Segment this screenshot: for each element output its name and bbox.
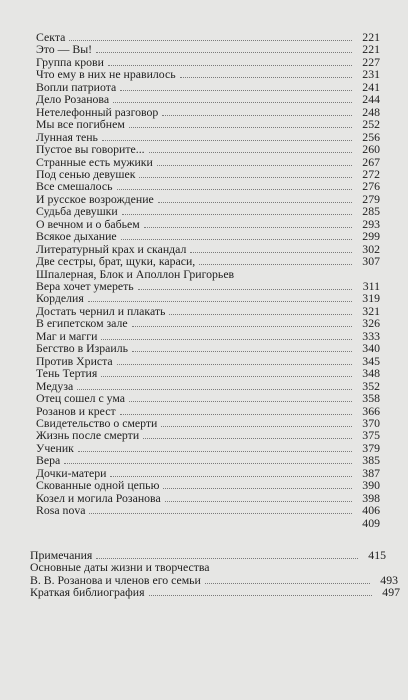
toc-entry-page: 370 (362, 415, 380, 430)
toc-entry-page: 390 (362, 478, 380, 493)
toc-entry-title: Что ему в них не нравилось (36, 67, 176, 82)
toc-entry-page: 321 (362, 303, 380, 318)
toc-entry-title: Медуза (36, 378, 74, 393)
dot-leader (158, 202, 352, 203)
toc-entry-page: 221 (362, 42, 380, 57)
toc-entry-page: 333 (362, 328, 380, 343)
toc-entry-title: Козел и могила Розанова (36, 490, 161, 505)
toc-entry-title: Ученик (36, 440, 74, 455)
dot-leader (144, 227, 352, 228)
toc-entry-title: Вера (36, 453, 61, 468)
toc-entry-page: 260 (362, 142, 380, 157)
dot-leader (163, 488, 352, 489)
toc-entry-page: 387 (362, 465, 380, 480)
toc-entry-page: 276 (362, 179, 380, 194)
dot-leader (113, 102, 352, 103)
dot-leader (89, 513, 352, 514)
toc-entry-title: Вера хочет умереть (36, 279, 134, 293)
toc-entry-page: 272 (362, 166, 380, 181)
toc-entry-title: Примечания (30, 548, 93, 562)
dot-leader (169, 314, 352, 315)
toc-entry-page: 302 (362, 241, 380, 256)
dot-leader (117, 364, 352, 365)
toc-entry-title: Достать чернил и плакать (36, 303, 166, 318)
dot-leader (149, 595, 372, 596)
dot-leader (205, 583, 370, 584)
toc-entry-page: 221 (362, 30, 380, 44)
dot-leader (157, 165, 352, 166)
toc-entry-page: 231 (362, 67, 380, 82)
toc-entry-title: Жизнь после смерти (36, 428, 140, 443)
dot-leader (161, 426, 352, 427)
toc-entry-title: Дочки-матери (36, 465, 107, 480)
toc-entry-title: Корделия (36, 291, 84, 306)
toc-entry-title: Розанов и крест (36, 403, 116, 418)
toc-entry-page: 340 (362, 341, 380, 356)
toc-entry-title: Пустое вы говорите... (36, 142, 145, 157)
toc-entry-page: 348 (362, 366, 380, 381)
toc-entry (36, 516, 380, 530)
toc-entry-page: 345 (362, 353, 380, 368)
toc-entry-title: Нетелефонный разговор (36, 104, 159, 119)
dot-leader (110, 476, 352, 477)
toc-entry-title: Под сенью девушек (36, 166, 136, 181)
toc-entry-page: 319 (362, 291, 380, 306)
toc-entry-page: 307 (362, 254, 380, 269)
dot-leader (199, 264, 352, 265)
dot-leader (88, 301, 352, 302)
toc-entry-page: 285 (362, 204, 380, 219)
toc-entry-page: 379 (362, 440, 380, 455)
dot-leader (69, 40, 352, 41)
toc-entry-page: 326 (362, 316, 380, 331)
toc-entry-page: 241 (362, 79, 380, 94)
toc-entry-page: 358 (362, 391, 380, 406)
dot-leader (77, 389, 352, 390)
toc-entry-title: Группа крови (36, 54, 104, 69)
toc-entry-title: Дело Розанова (36, 92, 110, 107)
toc-entry-title: Всякое дыхание (36, 229, 117, 244)
dot-leader (132, 351, 352, 352)
toc-entry-page: 279 (362, 191, 380, 206)
dot-leader (117, 189, 352, 190)
toc-entry-title: И русское возрождение (36, 191, 154, 206)
dot-leader (102, 140, 352, 141)
dot-leader (129, 127, 352, 128)
toc-entry-title: В египетском зале (36, 316, 128, 331)
toc-entry-title: В. В. Розанова и членов его семьи (30, 572, 201, 587)
toc-entry-title: Судьба девушки (36, 204, 118, 219)
toc-entry-title: Две сестры, брат, щуки, караси, (36, 254, 196, 269)
toc-entry-page: 267 (362, 154, 380, 169)
toc-entry-title: Маг и магги (36, 328, 98, 343)
dot-leader (78, 451, 352, 452)
dot-leader (96, 52, 352, 53)
dot-leader (132, 326, 352, 327)
toc-entry-page: 244 (362, 92, 380, 107)
toc-entry-page: 248 (362, 104, 380, 119)
toc-entry-page: 415 (368, 548, 386, 562)
toc-entry-title: Шпалерная, Блок и Аполлон Григорьев (36, 266, 235, 281)
dot-leader (101, 376, 352, 377)
toc-entry-title: Вопли патриота (36, 79, 117, 94)
dot-leader (165, 501, 352, 502)
toc-entry-title: Странные есть мужики (36, 154, 153, 169)
toc-entry-page: 409 (362, 515, 380, 530)
toc-entry-title: Свидетельство о смерти (36, 415, 158, 430)
toc-entry-title: Все смешалось (36, 179, 113, 194)
toc-entry-page: 293 (362, 216, 380, 231)
dot-leader (121, 239, 352, 240)
dot-leader (122, 214, 352, 215)
dot-leader (108, 65, 352, 66)
toc-entry-title: Тень Тертия (36, 366, 98, 381)
toc-entry-page: 375 (362, 428, 380, 443)
dot-leader (149, 152, 352, 153)
dot-leader (162, 115, 352, 116)
dot-leader (101, 339, 352, 340)
toc-entry-page: 385 (362, 453, 380, 468)
toc-entry-page: 366 (362, 403, 380, 418)
dot-leader (120, 90, 352, 91)
dot-leader (190, 252, 352, 253)
toc-entry-title: Отец сошел с ума (36, 391, 126, 406)
dot-leader (96, 558, 358, 559)
toc-entry-title: Rosa nova (36, 503, 86, 518)
toc-entry-page: 406 (362, 503, 380, 518)
toc-entry-page: 352 (362, 378, 380, 393)
toc-entry-page: 227 (362, 54, 380, 69)
toc-entry-page: 256 (362, 129, 380, 144)
dot-leader (129, 401, 352, 402)
dot-leader (138, 289, 352, 290)
toc-entry-title: О вечном и о бабьем (36, 216, 140, 231)
toc-entry-title: Секта (36, 30, 66, 44)
dot-leader (139, 177, 352, 178)
toc-entry-title: Основные даты жизни и творчества (30, 560, 210, 575)
toc-entry-title: Мы все погибнем (36, 117, 125, 132)
toc-entry-page: 398 (362, 490, 380, 505)
toc-entry-title: Литературный крах и скандал (36, 241, 187, 256)
toc-entry-title: Это — Вы! (36, 42, 93, 57)
dot-leader (64, 463, 352, 464)
toc-entry-page: 493 (380, 572, 398, 587)
dot-leader (120, 414, 352, 415)
toc-entry-title: Бегство в Израиль (36, 341, 128, 356)
toc-entry-page: 311 (362, 279, 380, 293)
toc-entry-page: 497 (382, 585, 400, 600)
toc-entry-title: Против Христа (36, 353, 113, 368)
toc-entry-page: 299 (362, 229, 380, 244)
toc-entry-title: Лунная тень (36, 129, 98, 144)
toc-entry-title: Скованные одной цепью (36, 478, 160, 493)
dot-leader (143, 438, 352, 439)
toc-entry-page: 252 (362, 117, 380, 132)
toc-entry-title: Краткая библиография (30, 585, 145, 600)
dot-leader (180, 77, 352, 78)
toc-entry (30, 585, 400, 599)
